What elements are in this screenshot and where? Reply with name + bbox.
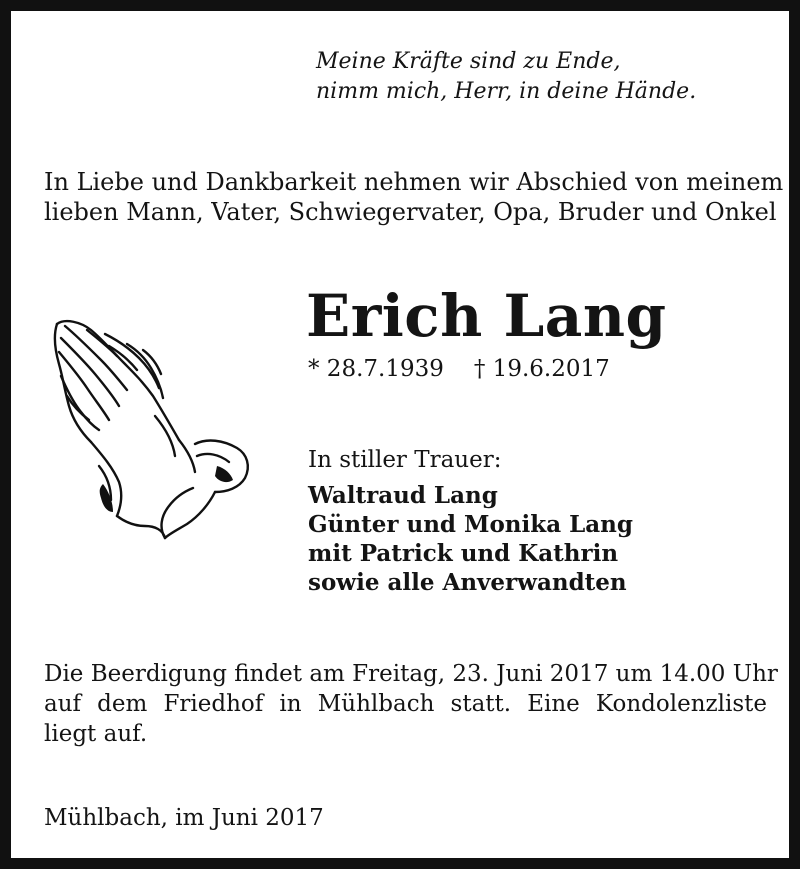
mourner-name: Waltraud Lang bbox=[308, 482, 498, 509]
life-dates bbox=[308, 354, 610, 384]
death-date: † 19.6.2017 bbox=[473, 356, 610, 382]
deceased-name: Erich Lang bbox=[306, 282, 667, 350]
mourning-heading: In stiller Trauer: bbox=[308, 447, 502, 473]
place-and-date: Mühlbach, im Juni 2017 bbox=[44, 805, 324, 831]
funeral-line: liegt auf. bbox=[44, 721, 148, 747]
birth-date: * 28.7.1939 bbox=[308, 356, 444, 382]
mourner-name: mit Patrick und Kathrin bbox=[308, 540, 619, 567]
praying-hands-icon bbox=[47, 316, 252, 542]
funeral-line: Die Beerdigung findet am Freitag, 23. Juni 2017 um 14.00 Uhr bbox=[44, 661, 778, 687]
mourner-name: Günter und Monika Lang bbox=[308, 511, 633, 538]
intro-line: In Liebe und Dankbarkeit nehmen wir Abschied von meinem bbox=[44, 168, 784, 196]
intro-line: lieben Mann, Vater, Schwiegervater, Opa, Bruder und Onkel bbox=[44, 198, 777, 226]
verse bbox=[316, 47, 696, 107]
funeral-info bbox=[44, 659, 778, 749]
mourner-name: sowie alle Anverwandten bbox=[308, 569, 627, 596]
mourners-list bbox=[308, 481, 633, 597]
verse-line: nimm mich, Herr, in deine Hände. bbox=[316, 79, 697, 104]
verse-line: Meine Kräfte sind zu Ende, bbox=[316, 49, 621, 74]
funeral-line: auf dem Friedhof in Mühlbach statt. Eine Kondolenzliste bbox=[44, 691, 767, 717]
intro-text bbox=[44, 167, 784, 227]
